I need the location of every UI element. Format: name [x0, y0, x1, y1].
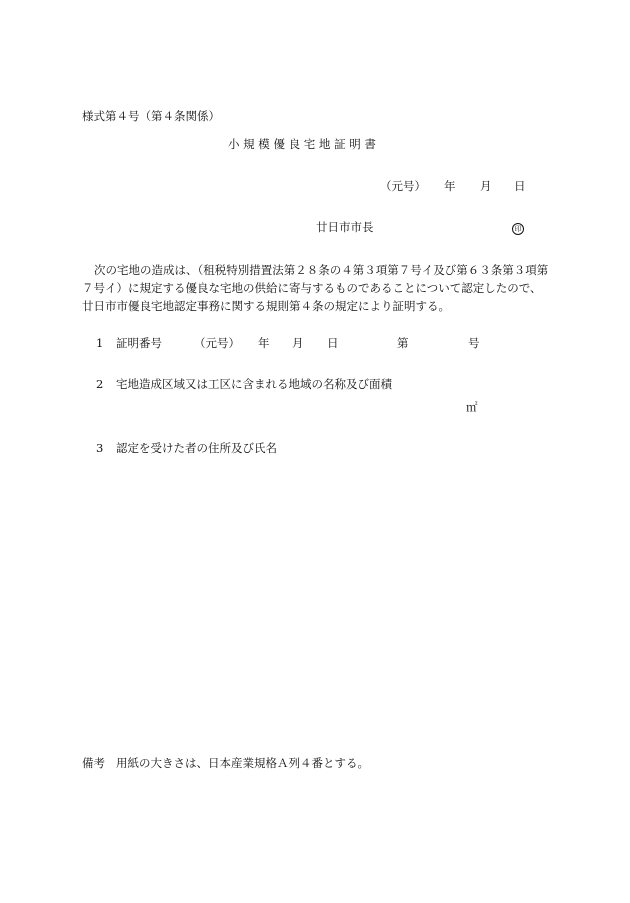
remarks-label: 備考 — [82, 756, 105, 770]
item-1-year: 年 — [258, 336, 270, 350]
date-year: 年 — [444, 179, 456, 193]
item-1-label: 証明番号 — [116, 336, 162, 350]
remarks-text: 用紙の大きさは、日本産業規格Ａ列４番とする。 — [116, 756, 369, 770]
item-3-label: 認定を受けた者の住所及び氏名 — [116, 441, 277, 455]
area-unit: ㎡ — [466, 400, 478, 414]
item-1-dai: 第 — [397, 336, 409, 350]
item-1-month: 月 — [292, 336, 304, 350]
item-1-go: 号 — [468, 336, 480, 350]
item-1-era: （元号） — [194, 336, 240, 350]
document-title: 小 規 模 優 良 宅 地 証 明 書 — [228, 137, 376, 151]
certification-text: 次の宅地の造成は、（租税特別措置法第２８条の４第３項第７号イ及び第６３条第３項第７号イ）に規定する優良な宅地の供給に寄与するものであることについて認定したので、廿日市市優良宅地認定事務に関する規則第４条の規定により証明する。 — [82, 263, 549, 313]
seal-icon: 印 — [512, 223, 524, 235]
form-id: 様式第４号（第４条関係） — [82, 109, 220, 123]
seal-mark — [512, 222, 524, 235]
item-2-number: 2 — [96, 377, 104, 391]
date-era: （元号） — [380, 179, 426, 193]
date-month: 月 — [480, 179, 492, 193]
item-3-number: 3 — [96, 441, 104, 455]
item-2-label: 宅地造成区域又は工区に含まれる地域の名称及び面積 — [116, 377, 392, 391]
item-1-number: 1 — [96, 336, 104, 350]
date-day: 日 — [514, 179, 526, 193]
item-1-day: 日 — [327, 336, 339, 350]
issuer-name: 廿日市市長 — [316, 220, 374, 234]
